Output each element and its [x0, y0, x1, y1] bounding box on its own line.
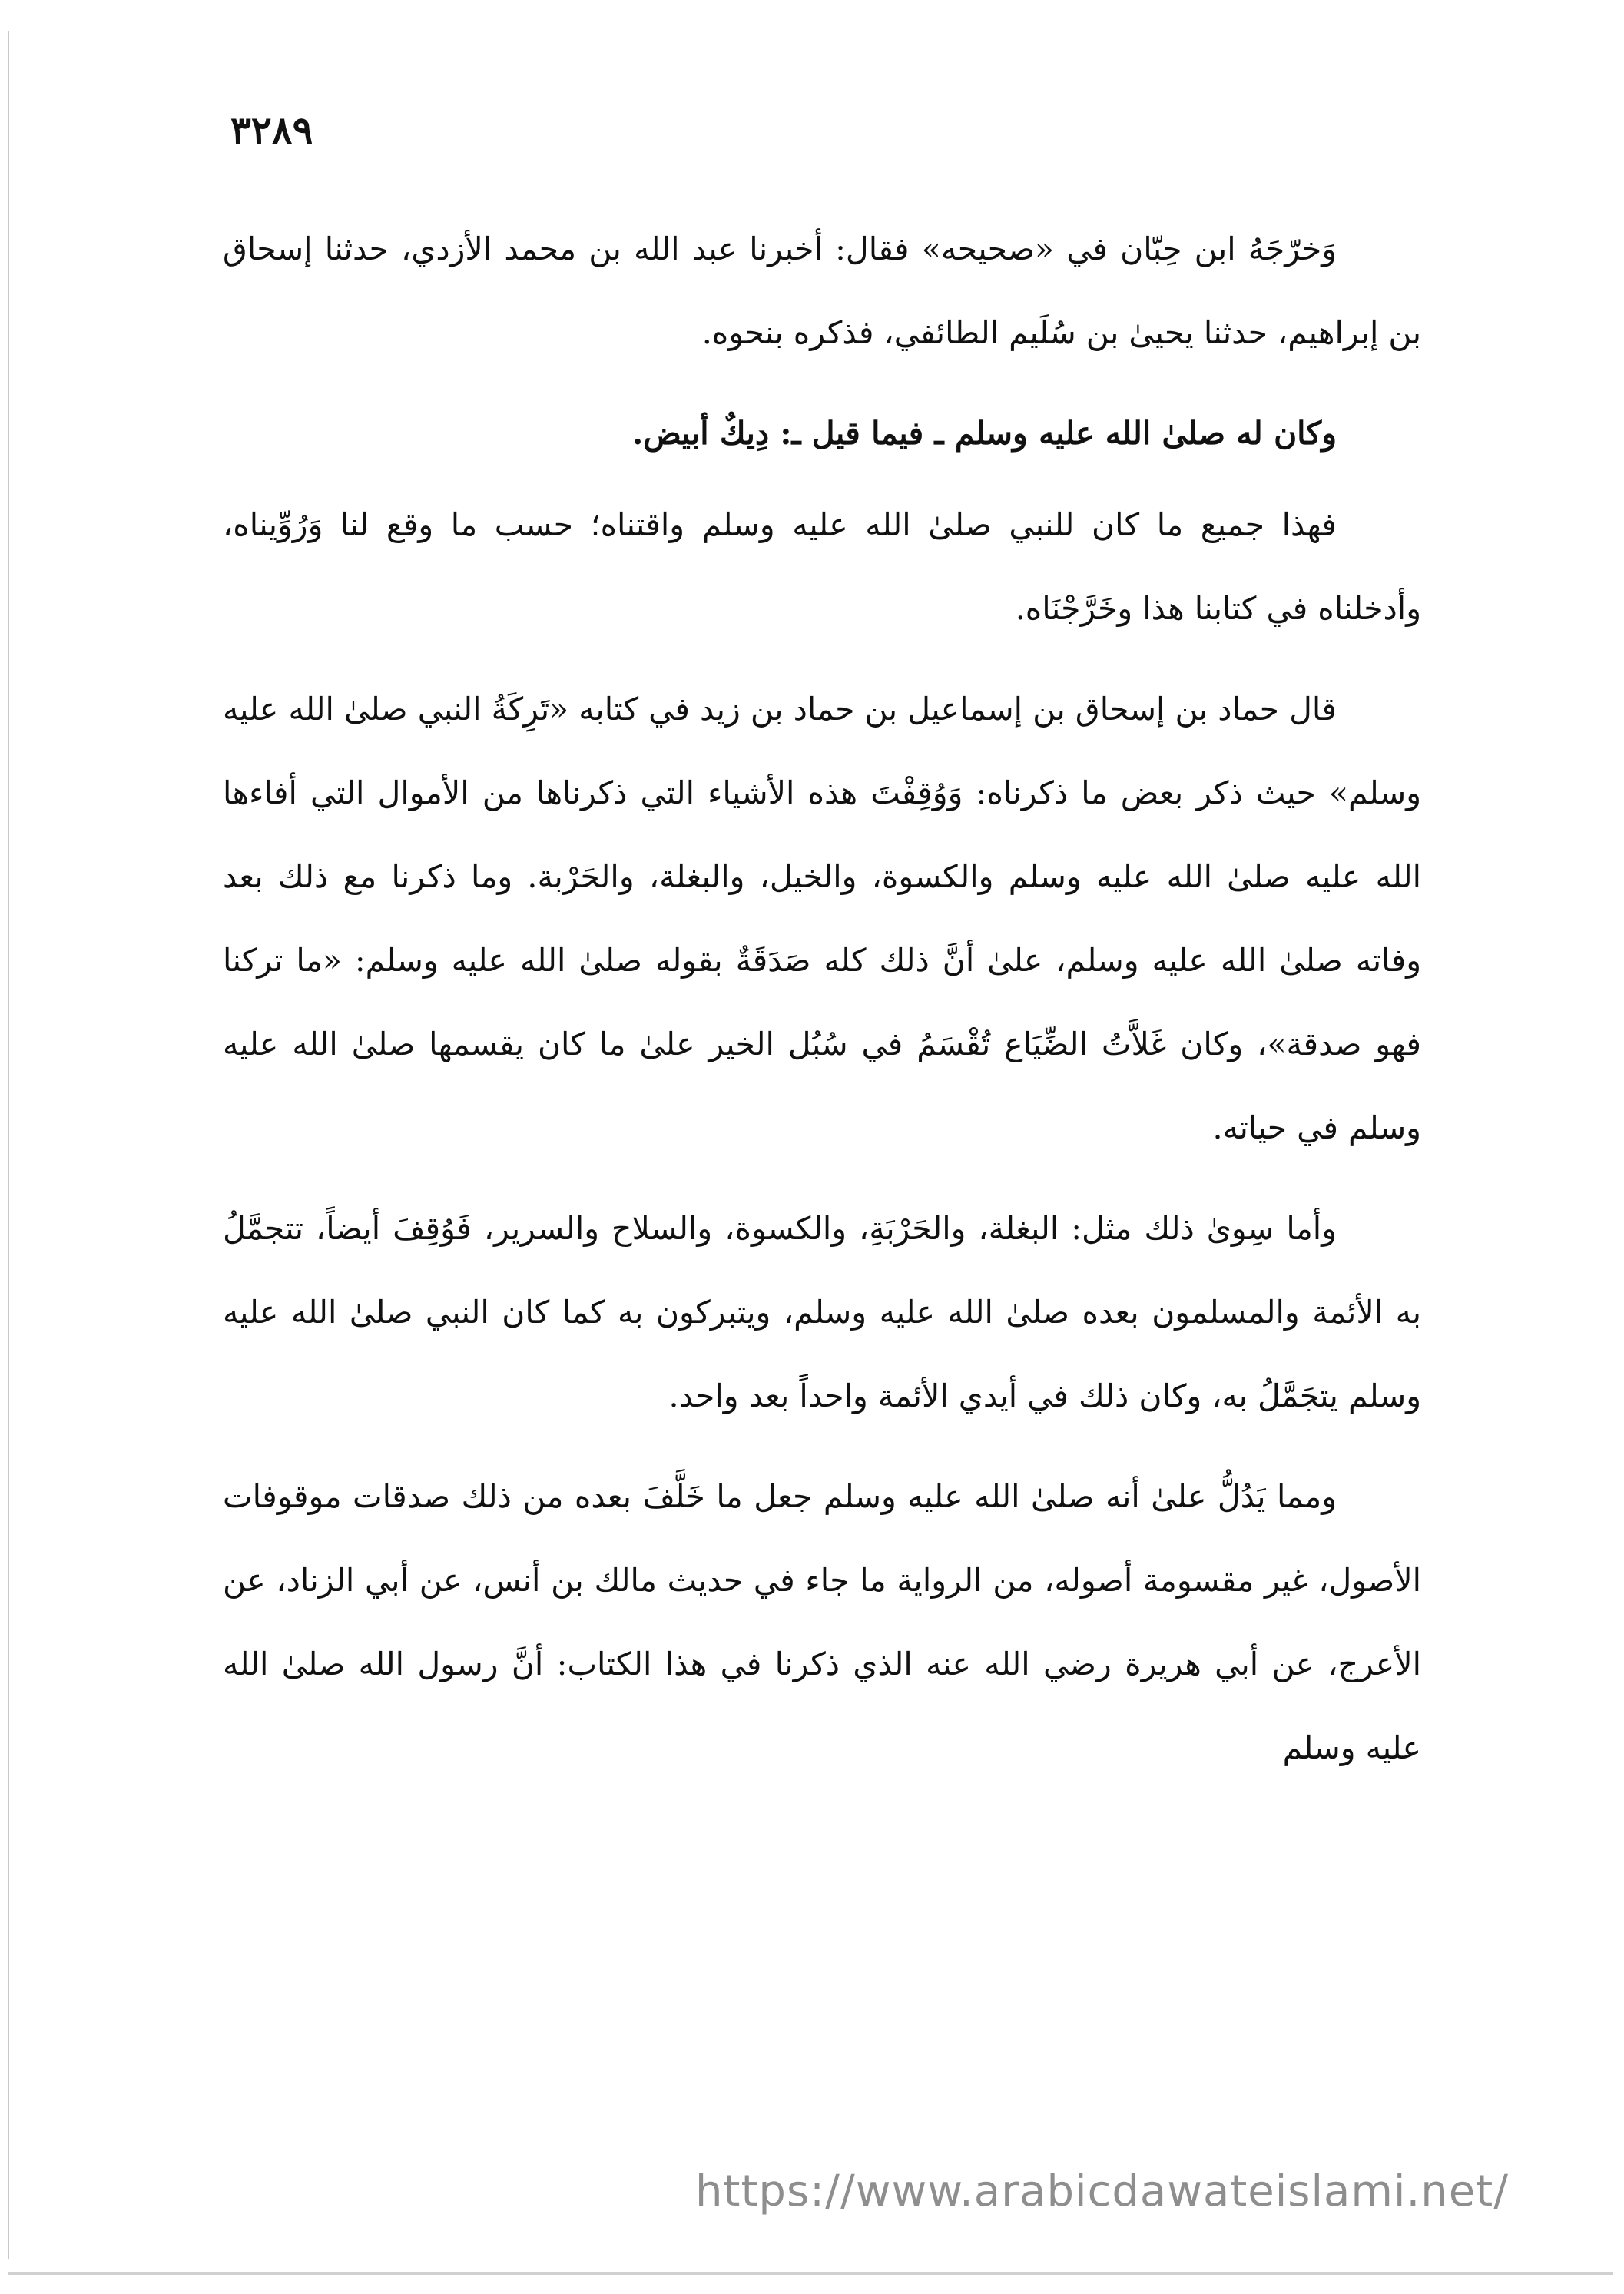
paragraph-5: وأما سِوىٰ ذلك مثل: البغلة، والحَرْبَةِ، والكسوة، والسلاح والسرير، فَوُقِفَ أيضاً، تتجمَّلُ به الأئمة والمسلمون بعده صلىٰ الله عليه وسلم، ويتبركون به كما كان النبي صلىٰ الله عليه وسلم يتجَمَّلُ به، وكان ذلك في أيدي الأئمة واحداً بعد واحد. — [223, 1210, 1421, 1414]
paragraph-3: فهذا جميع ما كان للنبي صلىٰ الله عليه وسلم واقتناه؛ حسب ما وقع لنا وَرُوِّيناه، وأدخلناه في كتابنا هذا وخَرَّجْنَاه. — [223, 506, 1421, 627]
paragraph-6: ومما يَدُلُّ علىٰ أنه صلىٰ الله عليه وسلم جعل ما خَلَّفَ بعده من ذلك صدقات موقوفات الأصول، غير مقسومة أصوله، من الرواية ما جاء في حديث مالك بن أنس، عن أبي الزناد، عن الأعرج، عن أبي هريرة رضي الله عنه الذي ذكرنا في هذا الكتاب: أنَّ رسول الله صلىٰ الله عليه وسلم — [223, 1478, 1421, 1766]
text-body — [223, 207, 1421, 1807]
watermark-url: https://www.arabicdawateislami.net/ — [695, 2166, 1510, 2216]
paragraph-1: وَخرّجَهُ ابن حِبّان في «صحيحه» فقال: أخبرنا عبد الله بن محمد الأزدي، حدثنا إسحاق بن إبراهيم، حدثنا يحيىٰ بن سُلَيم الطائفي، فذكره بنحوه. — [223, 230, 1421, 351]
page-number: ٣٢٨٩ — [230, 108, 313, 153]
page-edge-line — [8, 31, 9, 2259]
paragraph-4: قال حماد بن إسحاق بن إسماعيل بن حماد بن زيد في كتابه «تَرِكَةُ النبي صلىٰ الله عليه وسلم» حيث ذكر بعض ما ذكرناه: وَوُقِفْتَ هذه الأشياء التي ذكرناها من الأموال التي أفاءها الله عليه صلىٰ الله عليه وسلم والكسوة، والخيل، والبغلة، والحَرْبة. وما ذكرنا مع ذلك بعد وفاته صلىٰ الله عليه وسلم، علىٰ أنَّ ذلك كله صَدَقَةٌ بقوله صلىٰ الله عليه وسلم: «ما تركنا فهو صدقة»، وكان غَلاَّتُ الضِّيَاع تُقْسَمُ في سُبُل الخير علىٰ ما كان يقسمها صلىٰ الله عليه وسلم في حياته. — [223, 691, 1421, 1146]
paragraph-2: وكان له صلىٰ الله عليه وسلم ـ فيما قيل ـ: دِيكٌ أبيض. — [631, 415, 1337, 452]
page-bottom-line — [8, 2272, 1613, 2275]
